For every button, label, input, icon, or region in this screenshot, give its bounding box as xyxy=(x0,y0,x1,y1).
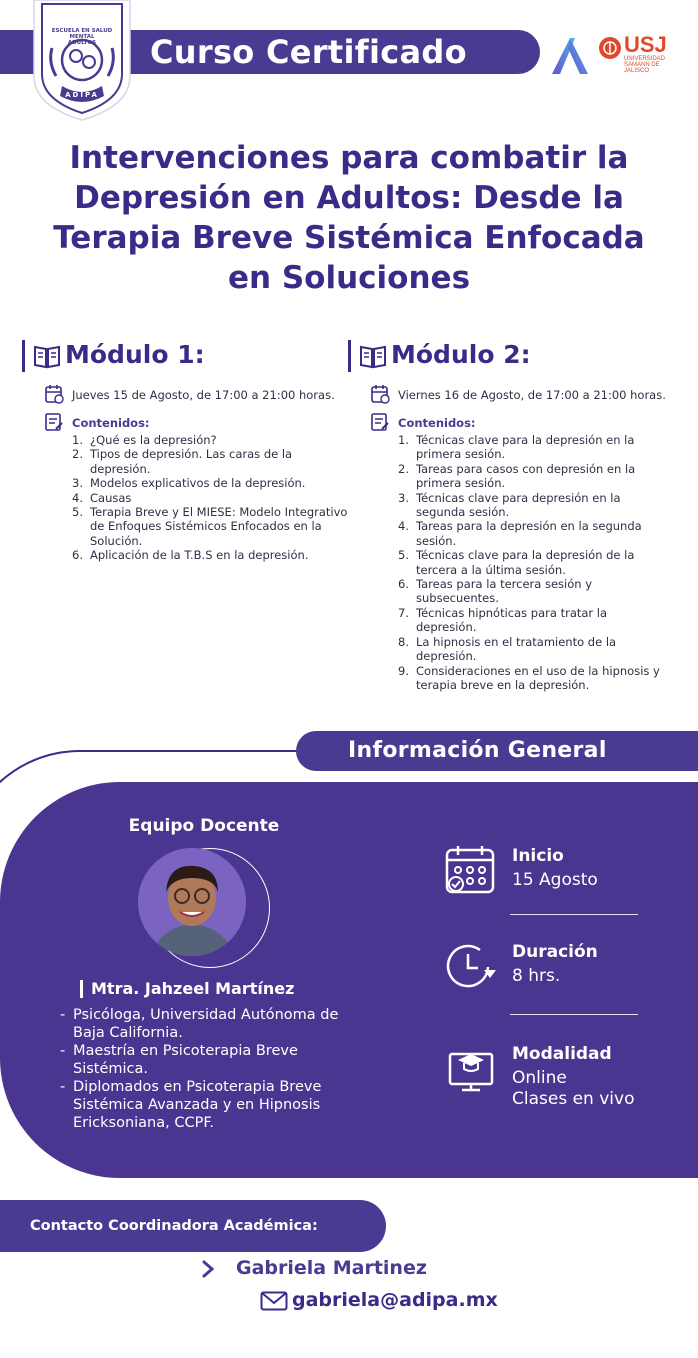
item-text-line: Tipos de depresión. Las caras de la xyxy=(90,447,293,462)
item-number: 3. xyxy=(72,476,83,491)
book-icon xyxy=(33,343,61,369)
module-1-date xyxy=(22,386,352,404)
title-line-1: Intervenciones para combatir la xyxy=(69,140,629,176)
item-text-line: primera sesión. xyxy=(416,447,506,462)
item-text-line: sesión. xyxy=(416,533,457,548)
item-text-line: terapia breve en la depresión. xyxy=(416,677,590,692)
course-title xyxy=(30,138,668,298)
contact-name: Gabriela Martinez xyxy=(236,1257,427,1279)
module-2-date-text: Viernes 16 de Agosto, de 17:00 a 21:00 horas. xyxy=(398,388,666,402)
list-item xyxy=(72,491,352,505)
modality-value xyxy=(512,1068,634,1110)
bio-dash: - xyxy=(60,1007,66,1023)
module-1-contents-label xyxy=(22,414,352,432)
modality-label: Modalidad xyxy=(512,1044,612,1064)
item-text-line: Técnicas clave para la depresión en la xyxy=(416,433,635,447)
item-number: 7. xyxy=(398,605,409,620)
bio-text-line: Maestría en Psicoterapia Breve xyxy=(73,1043,298,1059)
item-text-line: Terapia Breve y El MIESE: Modelo Integrativo xyxy=(90,505,348,520)
bio-item xyxy=(60,1078,360,1132)
title-line-4: en Soluciones xyxy=(227,260,471,296)
general-info-heading: Información General xyxy=(296,731,698,771)
item-text-line: depresión. xyxy=(416,649,477,664)
calendar-icon xyxy=(44,384,64,404)
item-number: 2. xyxy=(398,461,409,476)
item-text-line: La hipnosis en el tratamiento de la xyxy=(416,634,617,649)
course-label: Curso Certificado xyxy=(150,33,467,71)
modality-value-2: Clases en vivo xyxy=(512,1089,635,1109)
divider xyxy=(510,1014,638,1015)
list-item xyxy=(398,606,678,635)
item-number: 6. xyxy=(72,548,83,563)
list-item xyxy=(398,519,678,548)
item-number: 2. xyxy=(72,447,83,462)
module-2-contents-label xyxy=(348,414,678,432)
item-number: 8. xyxy=(398,634,409,649)
item-text-line: Modelos explicativos de la depresión. xyxy=(90,476,306,491)
document-edit-icon xyxy=(370,412,390,432)
list-item xyxy=(398,462,678,491)
bio-text-line: Ericksoniana, CCPF. xyxy=(73,1115,214,1131)
bio-text-line: Sistémica Avanzada y en Hipnosis xyxy=(73,1097,321,1113)
module-1-title: Módulo 1: xyxy=(65,340,205,369)
list-item xyxy=(72,548,352,562)
list-item xyxy=(72,447,352,476)
usj-subtitle xyxy=(624,56,688,74)
teacher-name: Mtra. Jahzeel Martínez xyxy=(80,980,294,998)
item-text-line: Tareas para casos con depresión en la xyxy=(416,461,636,476)
adipa-logo xyxy=(32,0,132,122)
duration-value: 8 hrs. xyxy=(512,966,561,986)
title-line-2: Depresión en Adultos: Desde la xyxy=(74,180,624,216)
list-item xyxy=(398,491,678,520)
chevron-right-icon xyxy=(200,1258,216,1280)
bio-dash: - xyxy=(60,1079,66,1095)
logo-brand: ADIPA xyxy=(65,91,99,99)
item-text-line: Técnicas clave para depresión en la xyxy=(416,490,621,505)
item-text-line: Técnicas clave para la depresión de la xyxy=(416,548,635,563)
calendar-icon xyxy=(370,384,390,404)
teacher-photo xyxy=(138,848,246,956)
online-class-icon xyxy=(444,1042,498,1096)
module-2-header xyxy=(348,340,678,372)
bio-text-line: Baja California. xyxy=(73,1025,183,1041)
list-item xyxy=(398,548,678,577)
item-text-line: de Enfoques Sistémicos Enfocados en la xyxy=(90,519,322,534)
item-number: 5. xyxy=(72,505,83,520)
logo-school-line2: ADULTOS xyxy=(67,40,97,46)
bio-text-line: Sistémica. xyxy=(73,1061,149,1077)
list-item xyxy=(72,476,352,490)
usj-name: USJ xyxy=(624,32,667,57)
list-item xyxy=(398,664,678,693)
item-text-line: ¿Qué es la depresión? xyxy=(90,433,217,447)
contact-email-link[interactable]: gabriela@adipa.mx xyxy=(292,1289,498,1311)
usj-logo xyxy=(598,32,690,80)
list-item xyxy=(72,433,352,447)
item-text-line: primera sesión. xyxy=(416,476,506,491)
clock-icon xyxy=(444,940,498,994)
module-2 xyxy=(348,340,678,692)
start-value: 15 Agosto xyxy=(512,870,598,890)
module-2-title: Módulo 2: xyxy=(391,340,531,369)
item-text-line: Aplicación de la T.B.S en la depresión. xyxy=(90,548,309,563)
item-text-line: Consideraciones en el uso de la hipnosis y xyxy=(416,663,660,678)
list-item xyxy=(398,635,678,664)
item-number: 1. xyxy=(72,433,83,447)
title-line-3: Terapia Breve Sistémica Enfocada xyxy=(53,220,645,256)
list-item xyxy=(72,505,352,548)
item-number: 4. xyxy=(72,490,83,505)
item-text-line: segunda sesión. xyxy=(416,505,510,520)
usj-sub2: SAMANN DE xyxy=(624,62,660,68)
item-text-line: tercera a la última sesión. xyxy=(416,562,566,577)
item-text-line: depresión. xyxy=(90,461,151,476)
list-item xyxy=(398,577,678,606)
duration-label: Duración xyxy=(512,942,598,962)
item-number: 1. xyxy=(398,433,409,447)
contact-heading: Contacto Coordinadora Académica: xyxy=(0,1200,386,1252)
module-1-topic-list xyxy=(72,433,352,563)
book-icon xyxy=(359,343,387,369)
bio-item xyxy=(60,1042,360,1078)
module-1 xyxy=(22,340,352,563)
a-brand-icon xyxy=(548,34,592,78)
usj-seal-icon xyxy=(598,36,622,60)
bio-text-line: Diplomados en Psicoterapia Breve xyxy=(73,1079,322,1095)
usj-sub1: UNIVERSIDAD xyxy=(624,56,666,62)
item-number: 9. xyxy=(398,663,409,678)
divider xyxy=(510,914,638,915)
item-text-line: Tareas para la depresión en la segunda xyxy=(416,519,642,534)
list-item xyxy=(398,433,678,462)
module-1-date-text: Jueves 15 de Agosto, de 17:00 a 21:00 horas. xyxy=(72,388,335,402)
teacher-bio-list xyxy=(60,1006,360,1132)
team-heading: Equipo Docente xyxy=(128,816,280,836)
modality-value-1: Online xyxy=(512,1068,567,1088)
bio-text-line: Psicóloga, Universidad Autónoma de xyxy=(73,1007,339,1023)
module-1-header xyxy=(22,340,352,372)
item-number: 5. xyxy=(398,548,409,563)
item-text-line: Tareas para la tercera sesión y xyxy=(416,577,593,592)
item-number: 6. xyxy=(398,577,409,592)
bio-item xyxy=(60,1006,360,1042)
item-number: 3. xyxy=(398,490,409,505)
calendar-icon xyxy=(444,844,498,898)
document-edit-icon xyxy=(44,412,64,432)
mail-icon xyxy=(260,1291,288,1311)
item-text-line: Causas xyxy=(90,490,132,505)
item-text-line: Técnicas hipnóticas para tratar la xyxy=(416,605,608,620)
item-text-line: Solución. xyxy=(90,533,143,548)
item-text-line: subsecuentes. xyxy=(416,591,499,606)
module-2-contents-text: Contenidos: xyxy=(398,416,476,430)
logo-school-line: ESCUELA EN SALUD MENTAL xyxy=(51,28,113,40)
usj-sub3: JALISCO xyxy=(624,68,650,74)
item-text-line: depresión. xyxy=(416,620,477,635)
bio-dash: - xyxy=(60,1043,66,1059)
module-1-contents-text: Contenidos: xyxy=(72,416,150,430)
start-label: Inicio xyxy=(512,846,564,866)
module-2-topic-list xyxy=(398,433,678,692)
item-number: 4. xyxy=(398,519,409,534)
module-2-date xyxy=(348,386,678,404)
